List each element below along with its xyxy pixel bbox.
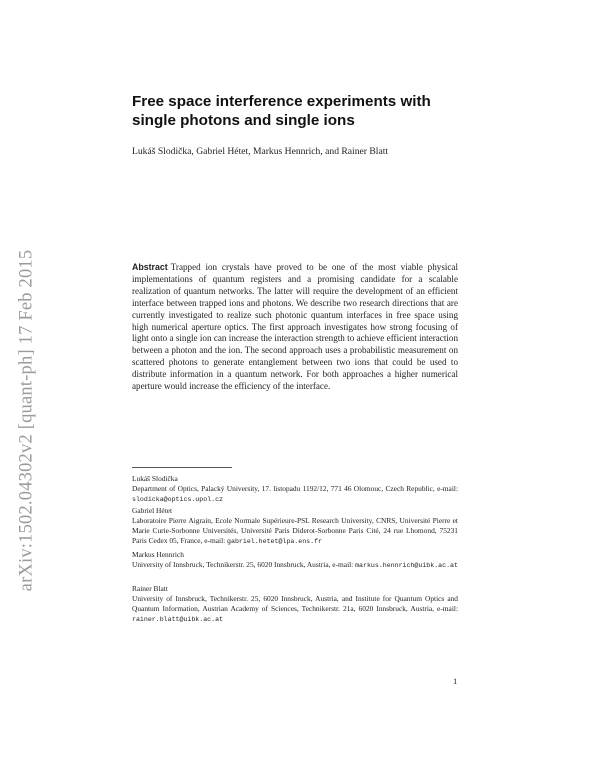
- email-address: gabriel.hetet@lpa.ens.fr: [227, 538, 322, 546]
- affiliation-slodicka: [132, 474, 458, 505]
- affiliation-author-name: Markus Hennrich: [132, 550, 184, 559]
- affiliation-address: University of Innsbruck, Technikerstr. 25, 6020 Innsbruck, Austria, e-mail:: [132, 560, 356, 570]
- affiliation-text: [132, 516, 458, 547]
- affiliation-blatt: [132, 584, 458, 625]
- affiliation-text: [132, 594, 458, 625]
- arxiv-identifier-stamp: [14, 200, 40, 640]
- author-list: Lukáš Slodička, Gabriel Hétet, Markus Hennrich, and Rainer Blatt: [132, 146, 389, 157]
- arxiv-identifier-text: arXiv:1502.04302v2 [quant-ph] 17 Feb 2015: [16, 249, 37, 591]
- page-number: 1: [453, 676, 458, 686]
- affiliation-address: University of Innsbruck, Technikerstr. 25, 6020 Innsbruck, Austria, and Institute for Quantum Optics and Quantum Information, Austrian Academy of Sciences, Technikerstr. 21a, 6020 Innsbruck, Austria, e-mail:: [132, 594, 458, 614]
- affiliation-hennrich: [132, 550, 458, 571]
- paper-title: Free space interference experiments with single photons and single ions: [132, 93, 431, 129]
- abstract: [132, 262, 458, 393]
- affiliation-author-name: Lukáš Slodička: [132, 474, 178, 483]
- affiliation-address: Laboratoire Pierre Aigrain, Ecole Normale Supérieure-PSL Research University, CNRS, Université Pierre et Marie Curie-Sorbonne Universités, Université Paris Diderot-Sorbonne Paris Cité, 24 rue Lhomond, 75231 Paris Cedex 05, France, e-mail:: [132, 516, 458, 546]
- footnote-divider: [132, 467, 232, 468]
- affiliation-address: Department of Optics, Palacký University, 17. listopadu 1192/12, 771 46 Olomouc, Czech Republic, e-mail:: [132, 484, 458, 494]
- abstract-label: Abstract: [132, 262, 168, 272]
- email-address: markus.hennrich@uibk.ac.at: [355, 562, 458, 570]
- affiliation-author-name: Rainer Blatt: [132, 584, 168, 593]
- affiliation-hetet: [132, 506, 458, 547]
- affiliation-text: [132, 484, 458, 505]
- abstract-text: Trapped ion crystals have proved to be one of the most viable physical implementations of quantum registers and a promising candidate for a scalable realization of quantum networks. The latter will require the development of an efficient interface between trapped ions and photons. We describe two research directions that are currently investigated to realize such photonic quantum interfaces in free space using high numerical aperture optics. The first approach investigates how strong focusing of light onto a single ion can increase the interaction strength to achieve efficient interaction between a photon and the ion. The second approach uses a probabilistic measurement on scattered photons to generate entanglement between two ions that could be used to distribute information in a quantum network. For both approaches a higher numerical aperture would increase the efficiency of the interface.: [132, 262, 458, 392]
- email-address: rainer.blatt@uibk.ac.at: [132, 616, 224, 624]
- email-address: slodicka@optics.upol.cz: [132, 496, 224, 504]
- affiliation-text: [132, 560, 458, 571]
- affiliation-author-name: Gabriel Hétet: [132, 506, 173, 515]
